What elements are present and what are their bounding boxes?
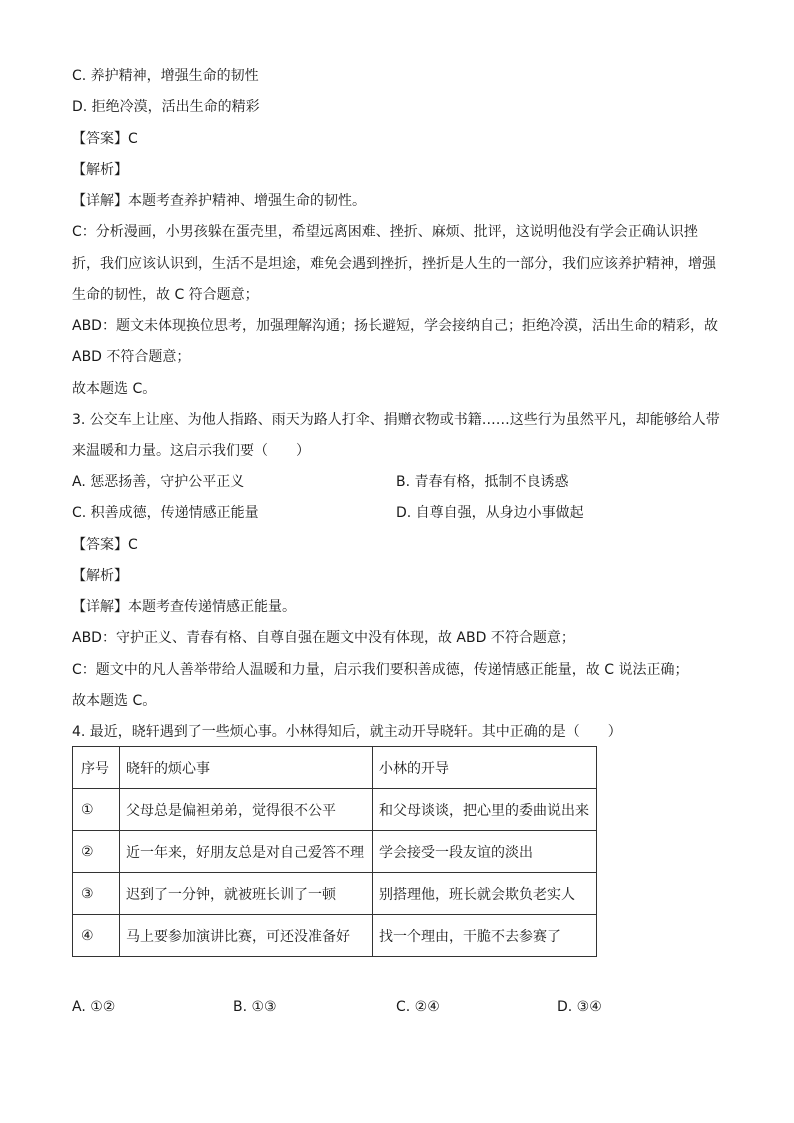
table-row (73, 873, 597, 915)
table-cell-number: ② (73, 831, 120, 873)
table-cell-number: ① (73, 789, 120, 831)
q4-option-d: D. ③④ (557, 999, 602, 1015)
q3-stem-1: 3. 公交车上让座、为他人指路、雨天为路人打伞、捐赠衣物或书籍……这些行为虽然平凡，却能够给人带 (72, 412, 720, 428)
q2-option-d: D. 拒绝冷漠，活出生命的精彩 (72, 99, 260, 115)
table-header-cell: 序号 (73, 747, 120, 789)
q2-analysis-label: 【解析】 (72, 162, 128, 178)
table-cell-trouble: 近一年来，好朋友总是对自己爱答不理 (120, 831, 373, 873)
q3-explain-abd: ABD：守护正义、青春有格、自尊自强在题文中没有体现，故 ABD 不符合题意； (72, 630, 575, 646)
q3-detail: 【详解】本题考查传递情感正能量。 (72, 599, 296, 615)
q4-option-b: B. ①③ (233, 999, 277, 1015)
q2-explain-abd-2: ABD 不符合题意； (72, 349, 191, 365)
q2-option-c: C. 养护精神，增强生命的韧性 (72, 68, 259, 84)
q2-explain-abd-1: ABD：题文未体现换位思考，加强理解沟通；扬长避短，学会接纳自己；拒绝冷漠，活出生命的精彩，故 (72, 318, 718, 334)
q4-option-c: C. ②④ (396, 999, 440, 1015)
table-header-row (73, 747, 597, 789)
q3-stem-2: 来温暖和力量。这启示我们要（ ） (72, 443, 310, 459)
table-cell-trouble: 父母总是偏袒弟弟，觉得很不公平 (120, 789, 373, 831)
q3-option-d: D. 自尊自强，从身边小事做起 (396, 505, 584, 521)
q2-explain-c-3: 生命的韧性，故 C 符合题意； (72, 287, 259, 303)
table-cell-trouble: 迟到了一分钟，就被班长训了一顿 (120, 873, 373, 915)
q2-detail: 【详解】本题考查养护精神、增强生命的韧性。 (72, 193, 366, 209)
q3-option-b: B. 青春有格，抵制不良诱惑 (396, 474, 569, 490)
q2-conclusion: 故本题选 C。 (72, 381, 157, 397)
q2-explain-c-2: 折，我们应该认识到，生活不是坦途，难免会遇到挫折，挫折是人生的一部分，我们应该养护精神，增强 (72, 256, 716, 272)
table-cell-advice: 别搭理他，班长就会欺负老实人 (373, 873, 597, 915)
table-row (73, 831, 597, 873)
table-row (73, 789, 597, 831)
table-cell-advice: 和父母谈谈，把心里的委曲说出来 (373, 789, 597, 831)
table-cell-number: ③ (73, 873, 120, 915)
q4-option-a: A. ①② (72, 999, 116, 1015)
q4-table (72, 746, 597, 957)
table-cell-advice: 找一个理由，干脆不去参赛了 (373, 915, 597, 957)
q3-conclusion: 故本题选 C。 (72, 693, 157, 709)
q2-explain-c-1: C：分析漫画，小男孩躲在蛋壳里，希望远离困难、挫折、麻烦、批评，这说明他没有学会正确认识挫 (72, 224, 698, 240)
q2-answer: 【答案】C (72, 131, 138, 147)
table-cell-advice: 学会接受一段友谊的淡出 (373, 831, 597, 873)
table-row (73, 915, 597, 957)
q3-option-c: C. 积善成德，传递情感正能量 (72, 505, 259, 521)
table-header-cell: 晓轩的烦心事 (120, 747, 373, 789)
q3-explain-c: C：题文中的凡人善举带给人温暖和力量，启示我们要积善成德，传递情感正能量，故 C 说法正确； (72, 662, 689, 678)
table-cell-number: ④ (73, 915, 120, 957)
q4-stem: 4. 最近，晓轩遇到了一些烦心事。小林得知后，就主动开导晓轩。其中正确的是（ ） (72, 724, 622, 740)
q3-answer: 【答案】C (72, 537, 138, 553)
q3-option-a: A. 惩恶扬善，守护公平正义 (72, 474, 245, 490)
q3-analysis-label: 【解析】 (72, 568, 128, 584)
table-header-cell: 小林的开导 (373, 747, 597, 789)
table-cell-trouble: 马上要参加演讲比赛，可还没准备好 (120, 915, 373, 957)
